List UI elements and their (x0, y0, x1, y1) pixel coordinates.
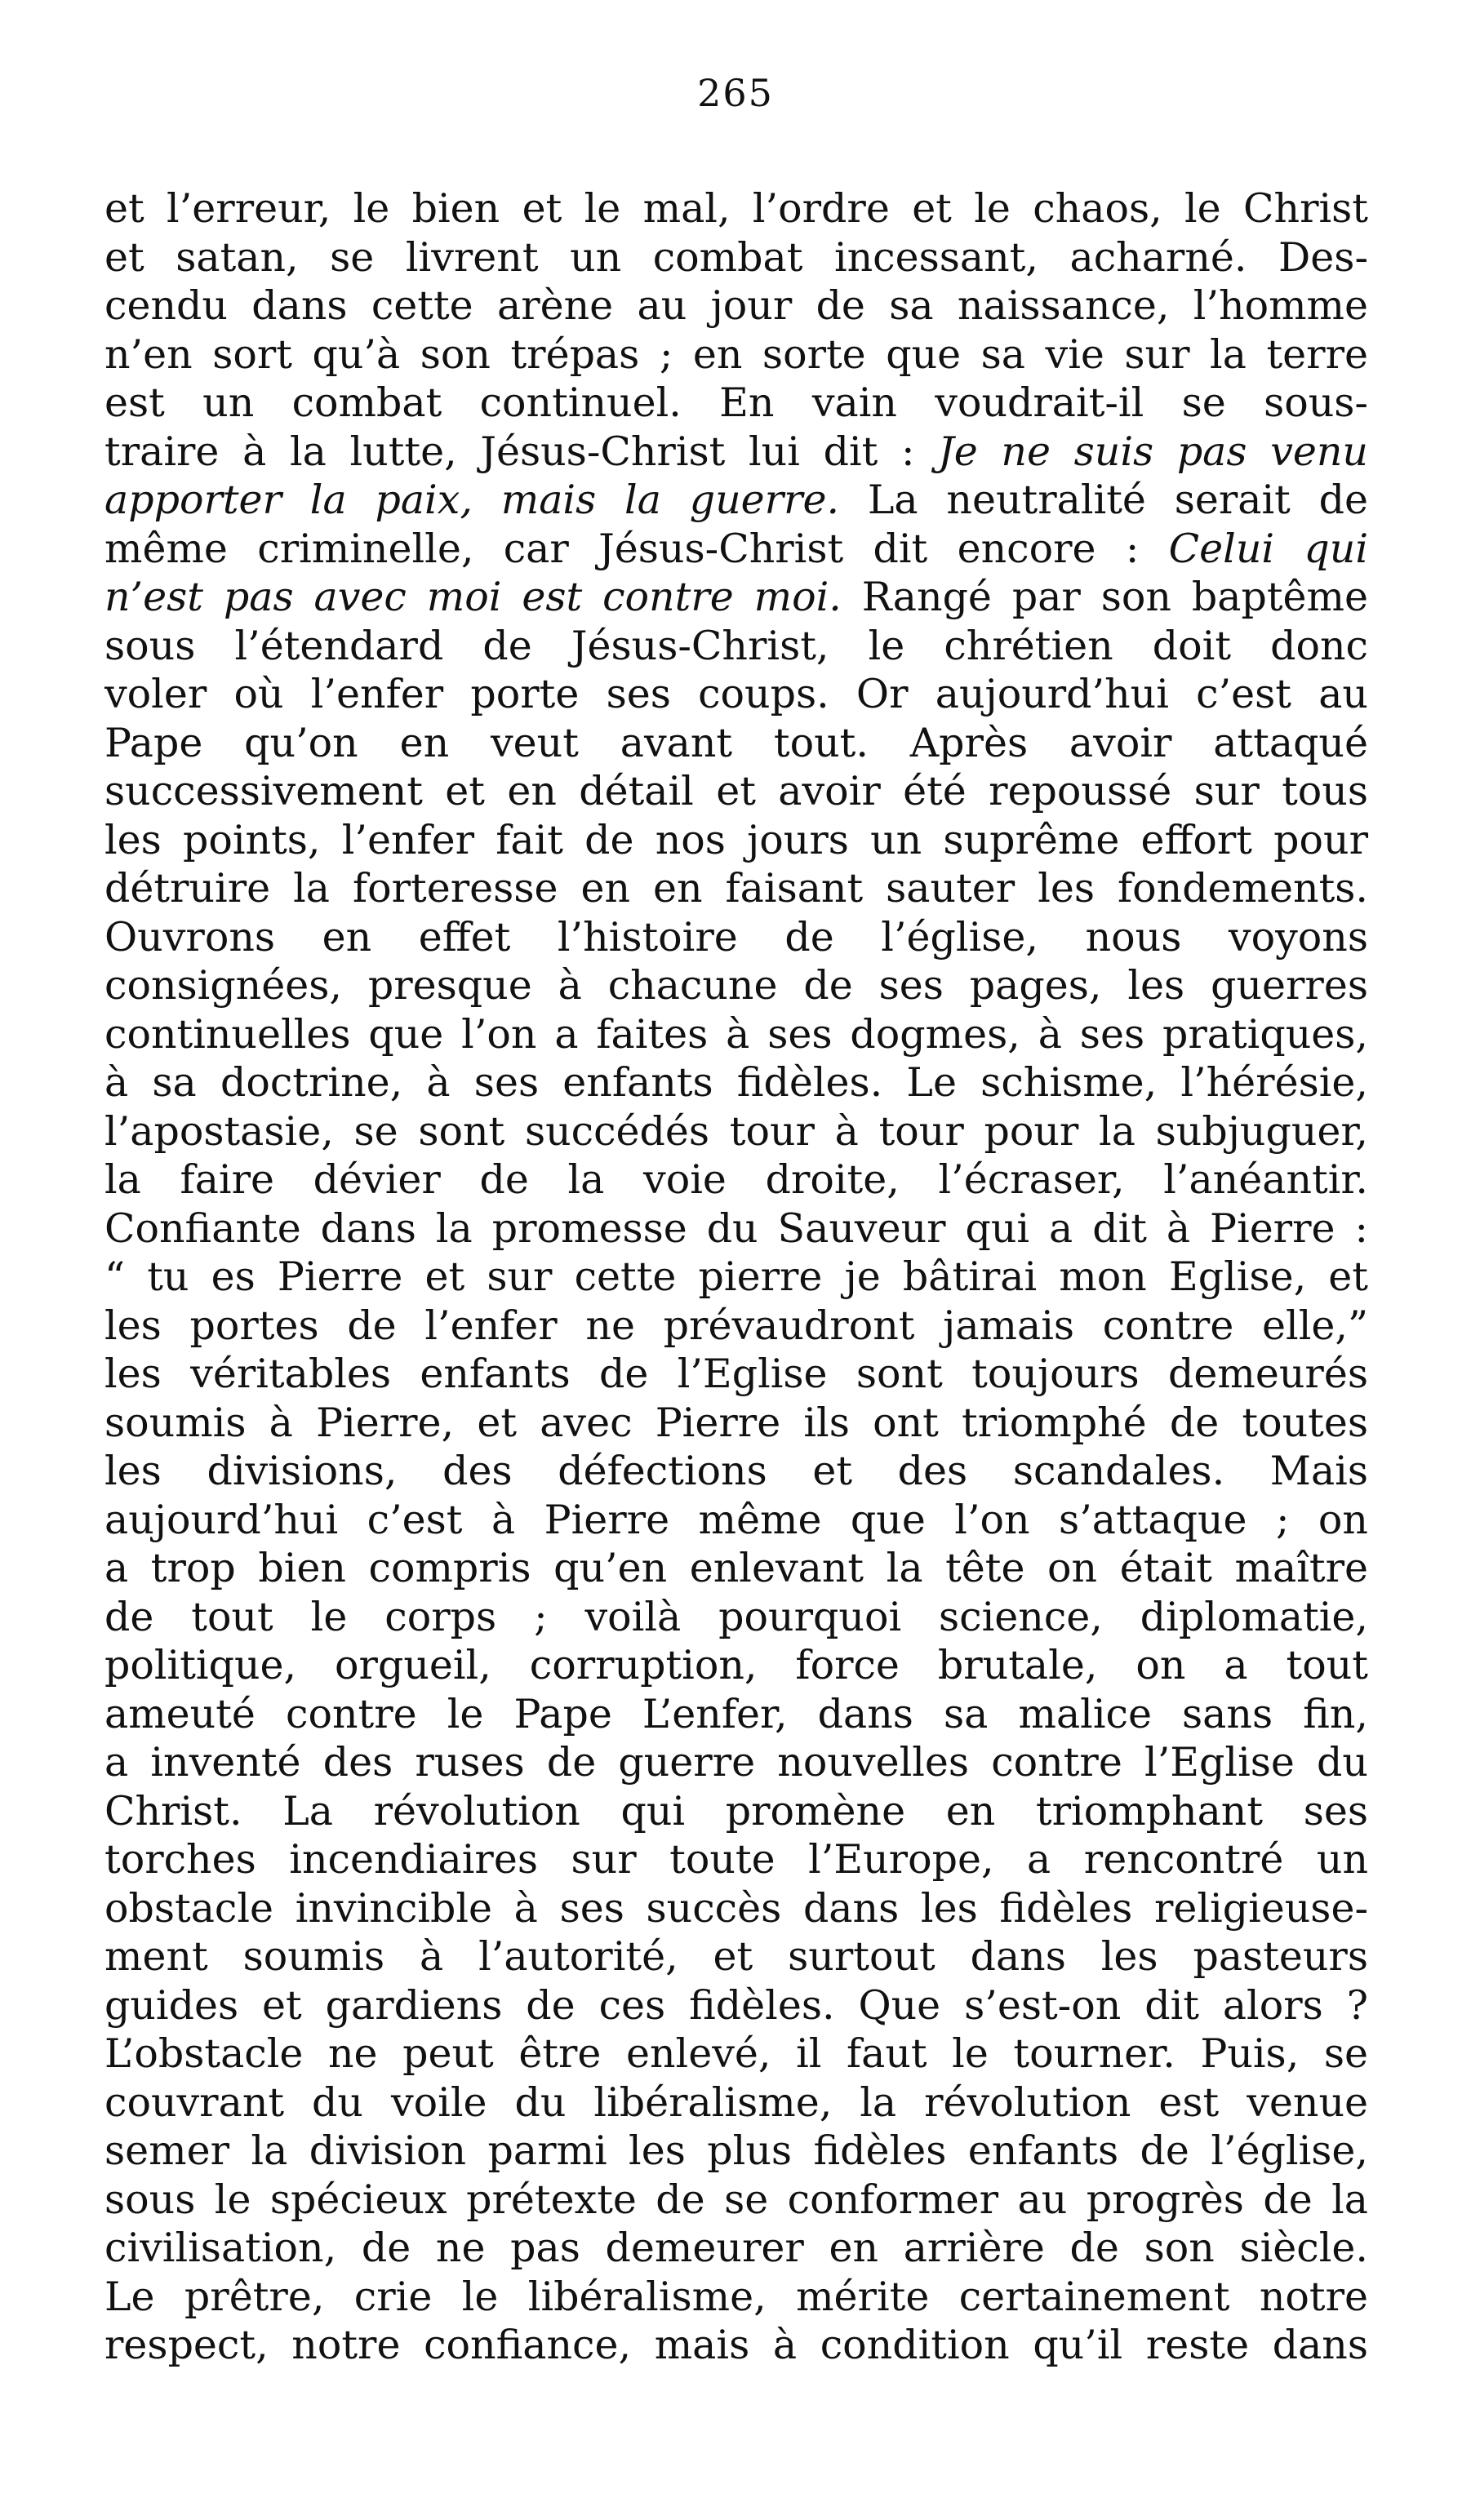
text-line (104, 864, 1368, 913)
text-span: sous l’étendard de Jésus-Christ, le chrétien doit donc (104, 622, 1368, 669)
text-line (104, 2127, 1368, 2176)
text-line (104, 622, 1368, 671)
text-span: politique, orgueil, corruption, force brutale, on a tout (104, 1642, 1368, 1688)
text-line (104, 233, 1368, 282)
text-line (104, 913, 1368, 962)
text-span: traire à la lutte, Jésus-Christ lui dit : (104, 428, 939, 475)
text-span: Christ. La révolution qui promène en triomphant ses (104, 1787, 1368, 1835)
text-line (104, 961, 1368, 1010)
text-line (104, 1058, 1368, 1107)
text-span: consignées, presque à chacune de ses pages, les guerres (104, 962, 1368, 1009)
text-span: respect, notre confiance, mais à condition qu’il reste dans (104, 2322, 1368, 2368)
text-span: continuelles que l’on a faites à ses dogmes, à ses pratiques, (104, 1010, 1368, 1058)
text-line (104, 1010, 1368, 1059)
text-span: couvrant du voile du libéralisme, la révolution est venue (104, 2079, 1368, 2126)
text-span: même criminelle, car Jésus-Christ dit encore : (104, 525, 1169, 572)
text-line (104, 1253, 1368, 1302)
text-span: successivement et en détail et avoir été repoussé sur tous (104, 768, 1368, 814)
text-span: Le prêtre, crie le libéralisme, mérite certainement notre (104, 2273, 1368, 2320)
text-span: soumis à Pierre, et avec Pierre ils ont triomphé de toutes (104, 1399, 1368, 1446)
text-line (104, 379, 1368, 428)
text-line (104, 1932, 1368, 1981)
text-span: Ouvrons en effet l’histoire de l’église, nous voyons (104, 913, 1368, 961)
text-line (104, 1690, 1368, 1739)
text-line (104, 1835, 1368, 1884)
text-span: torches incendiaires sur toute l’Europe, a rencontré un (104, 1836, 1368, 1883)
text-span: Confiante dans la promesse du Sauveur qui a dit à Pierre : (104, 1205, 1368, 1252)
italic-quote: n’est pas avec moi est contre moi. (104, 574, 842, 620)
text-span: obstacle invincible à ses succès dans les fidèles religieuse- (104, 1884, 1368, 1932)
text-span: l’apostasie, se sont succédés tour à tour pour la subjuguer, (104, 1107, 1368, 1155)
text-span: détruire la forteresse en en faisant sauter les fondements. (104, 865, 1368, 912)
text-span: et satan, se livrent un combat incessant, acharné. Des- (104, 233, 1368, 281)
text-line (104, 1350, 1368, 1399)
text-line (104, 1981, 1368, 2030)
page-number: 265 (697, 71, 774, 115)
text-span: les points, l’enfer fait de nos jours un suprême effort pour (104, 816, 1368, 863)
text-line (104, 1544, 1368, 1593)
text-line (104, 331, 1368, 379)
text-line (104, 2079, 1368, 2127)
text-line (104, 1107, 1368, 1156)
text-line (104, 2224, 1368, 2273)
text-line (104, 1593, 1368, 1642)
text-line (104, 1399, 1368, 1448)
text-span: sous le spécieux prétexte de se conformer au progrès de la (104, 2176, 1368, 2223)
text-line (104, 1447, 1368, 1496)
text-span: aujourd’hui c’est à Pierre même que l’on s’attaque ; on (104, 1496, 1368, 1543)
text-span: et l’erreur, le bien et le mal, l’ordre et le chaos, le Christ (104, 185, 1368, 232)
text-line (104, 573, 1368, 622)
text-line (104, 2176, 1368, 2225)
text-line (104, 1787, 1368, 1836)
text-span: Pape qu’on en veut avant tout. Après avoir attaqué (104, 719, 1368, 766)
text-span: a inventé des ruses de guerre nouvelles contre l’Eglise du (104, 1739, 1368, 1786)
text-span: ment soumis à l’autorité, et surtout dans les pasteurs (104, 1933, 1368, 1980)
text-line (104, 2321, 1368, 2370)
text-line (104, 1205, 1368, 1253)
italic-quote: apporter la paix, mais la guerre. (104, 477, 840, 523)
text-line (104, 428, 1368, 477)
text-span: de tout le corps ; voilà pourquoi science, diplomatie, (104, 1593, 1368, 1640)
text-span: cendu dans cette arène au jour de sa naissance, l’homme (104, 282, 1368, 329)
text-span: guides et gardiens de ces fidèles. Que s’est-on dit alors ? (104, 1981, 1368, 2029)
text-line (104, 282, 1368, 331)
text-line (104, 1302, 1368, 1351)
text-line (104, 719, 1368, 768)
text-span: La neutralité serait de (839, 477, 1368, 523)
text-span: la faire dévier de la voie droite, l’écraser, l’anéantir. (104, 1156, 1368, 1203)
text-span: n’en sort qu’à son trépas ; en sorte que sa vie sur la terre (104, 331, 1368, 378)
text-line (104, 476, 1368, 525)
text-span: les divisions, des défections et des scandales. Mais (104, 1448, 1368, 1494)
text-line (104, 2030, 1368, 2079)
text-line (104, 2273, 1368, 2322)
text-span: “ tu es Pierre et sur cette pierre je bâtirai mon Eglise, et (104, 1253, 1368, 1300)
text-line (104, 1641, 1368, 1690)
text-line (104, 816, 1368, 865)
text-line (104, 1156, 1368, 1205)
text-span: à sa doctrine, à ses enfants fidèles. Le schisme, l’hérésie, (104, 1059, 1368, 1106)
italic-quote: Celui qui (1168, 525, 1368, 572)
italic-quote: Je ne suis pas venu (938, 428, 1368, 475)
text-span: a trop bien compris qu’en enlevant la tête on était maître (104, 1545, 1368, 1591)
text-span: semer la division parmi les plus fidèles enfants de l’église, (104, 2127, 1368, 2174)
text-span: ameuté contre le Pape L’enfer, dans sa malice sans fin, (104, 1690, 1368, 1737)
text-span: civilisation, de ne pas demeurer en arrière de son siècle. (104, 2225, 1368, 2271)
text-span: L’obstacle ne peut être enlevé, il faut le tourner. Puis, se (104, 2030, 1368, 2077)
text-line (104, 184, 1368, 233)
text-line (104, 767, 1368, 816)
text-line (104, 1738, 1368, 1787)
text-line (104, 525, 1368, 574)
text-span: les portes de l’enfer ne prévaudront jamais contre elle,” (104, 1302, 1368, 1349)
body-text (104, 184, 1368, 2370)
text-line (104, 670, 1368, 719)
text-span: Rangé par son baptême (841, 574, 1369, 620)
text-line (104, 1884, 1368, 1933)
text-span: est un combat continuel. En vain voudrait-il se sous- (104, 379, 1368, 426)
text-span: voler où l’enfer porte ses coups. Or aujourd’hui c’est au (104, 671, 1368, 717)
text-line (104, 1496, 1368, 1545)
text-span: les véritables enfants de l’Eglise sont toujours demeurés (104, 1351, 1368, 1397)
